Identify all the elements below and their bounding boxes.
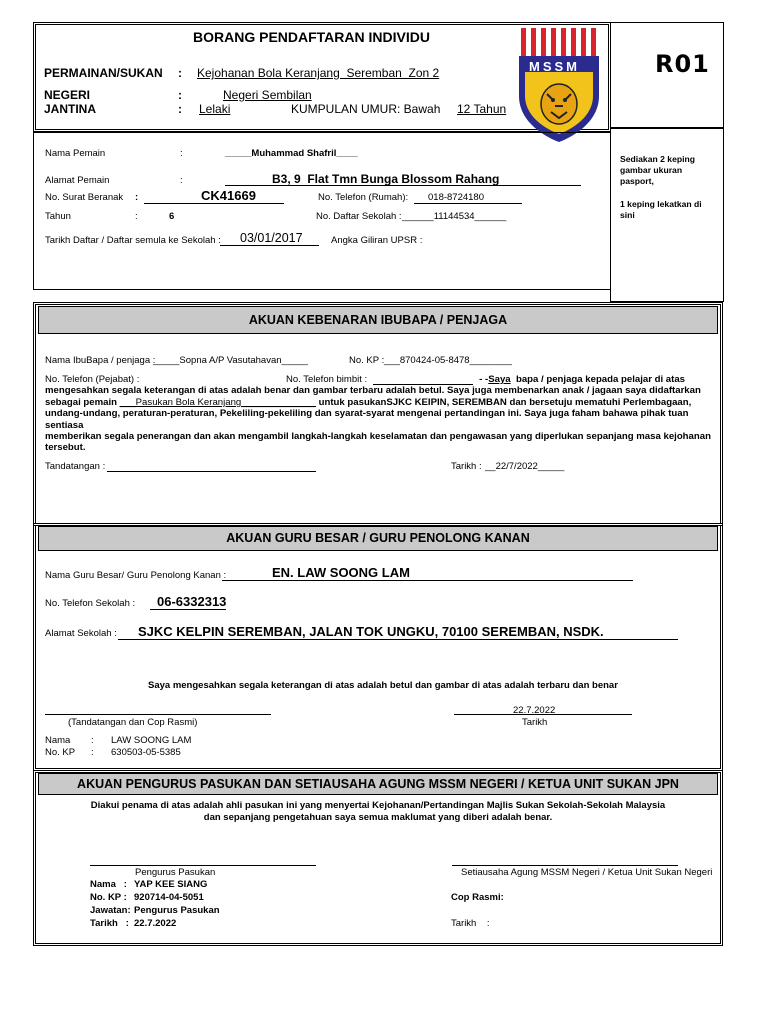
- para-saya: Saya: [488, 374, 511, 385]
- pengurus-kp-value: 920714-04-5051: [134, 892, 204, 903]
- para-line6: tersebut.: [45, 442, 86, 454]
- para-start: - -: [479, 374, 489, 385]
- daftar-sekolah-label: No. Daftar Sekolah :: [316, 211, 402, 222]
- guru-nama2-colon: :: [91, 735, 94, 746]
- sukan-label: PERMAINAN/SUKAN: [44, 66, 163, 80]
- pengurus-jawatan-label: Jawatan:: [90, 905, 131, 916]
- pengurus-tarikh-value: 22.7.2022: [134, 918, 177, 929]
- jantina-value: Lelaki: [199, 102, 231, 116]
- form-code: R01: [655, 50, 710, 78]
- tel-rumah-underline: [414, 203, 522, 204]
- guru-date-value: 22.7.2022: [513, 705, 556, 716]
- guru-alamat-label: Alamat Sekolah :: [45, 628, 117, 639]
- pengurus-statement-2: dan sepanjang pengetahuan saya semua maklumat yang diberi adalah benar.: [203, 812, 553, 823]
- guru-statement: Saya mengesahkan segala keterangan di atas adalah betul dan gambar di atas adalah terbaru dan benar: [148, 680, 618, 691]
- para-line3b: ___Pasukan Bola Keranjang______________: [119, 396, 316, 408]
- pengurus-tarikh-label: Tarikh :: [90, 918, 129, 929]
- surat-beranak-colon: :: [135, 192, 139, 203]
- mssm-crest-icon: [515, 26, 603, 144]
- tarikh-daftar-label: Tarikh Daftar / Daftar semula ke Sekolah :: [45, 235, 221, 246]
- ibubapa-kp-value: ___870424-05-8478________: [384, 355, 512, 366]
- ibubapa-paragraph: [45, 374, 715, 454]
- pengurus-nama-label: Nama :: [90, 879, 127, 890]
- guru-tel-label: No. Telefon Sekolah :: [45, 598, 136, 609]
- ibubapa-tarikh-value: __22/7/2022_____: [485, 461, 565, 472]
- guru-nama-label: Nama Guru Besar/ Guru Penolong Kanan :: [45, 570, 227, 581]
- pengurus-caption: Pengurus Pasukan: [135, 867, 216, 878]
- nama-pemain-colon: :: [180, 148, 183, 159]
- sukan-colon: :: [178, 66, 182, 80]
- guru-nama-value: EN. LAW SOONG LAM: [272, 565, 410, 580]
- ibubapa-nama-label: Nama IbuBapa / penjaga :: [45, 355, 156, 366]
- mssm-logo: [515, 26, 603, 144]
- para-line2: mengesahkan segala keterangan di atas adalah benar dan gambar terbaru adalah betul. Saya juga membenarkan anak / jagaan saya didaftarkan: [45, 385, 701, 397]
- tarikh-daftar-value: 03/01/2017: [240, 231, 303, 245]
- ibubapa-tel-pejabat: No. Telefon (Pejabat) :: [45, 374, 140, 385]
- guru-alamat-value: SJKC KELPIN SEREMBAN, JALAN TOK UNGKU, 70100 SEREMBAN, NSDK.: [138, 624, 604, 639]
- para-rest1: bapa / penjaga kepada pelajar di atas: [510, 374, 685, 385]
- setiausaha-sign-line[interactable]: [452, 865, 678, 866]
- cop-rasmi-label: Cop Rasmi:: [451, 892, 504, 903]
- pengurus-header: AKUAN PENGURUS PASUKAN DAN SETIAUSAHA AGUNG MSSM NEGERI / KETUA UNIT SUKAN JPN: [38, 773, 718, 795]
- guru-kp-value: 630503-05-5385: [111, 747, 181, 758]
- alamat-underline: [225, 185, 581, 186]
- tel-rumah-label: No. Telefon (Rumah):: [318, 192, 409, 203]
- guru-tel-value: 06-6332313: [157, 594, 227, 609]
- alamat-pemain-value: B3, 9 Flat Tmn Bunga Blossom Rahang: [272, 172, 500, 186]
- daftar-sekolah-value: ______11144534______: [402, 211, 507, 222]
- negeri-colon: :: [178, 88, 182, 102]
- setiausaha-tarikh-label: Tarikh :: [451, 918, 490, 929]
- negeri-value: Negeri Sembilan: [223, 88, 312, 102]
- photo-note-1: Sediakan 2 keping gambar ukuran pasport,: [620, 154, 695, 186]
- upsr-label: Angka Giliran UPSR :: [331, 235, 423, 246]
- ibubapa-kp-label: No. KP :: [349, 355, 385, 366]
- guru-kp-colon: :: [91, 747, 94, 758]
- jantina-label: JANTINA: [44, 102, 97, 116]
- sukan-value: Kejohanan Bola Keranjang Seremban Zon 2: [197, 66, 440, 80]
- pengurus-statement-1: Diakui penama di atas adalah ahli pasukan ini yang menyertai Kejohanan/Pertandingan Majlis Sukan Sekolah-Sekolah Malaysia: [90, 800, 666, 811]
- guru-nama2-value: LAW SOONG LAM: [111, 735, 192, 746]
- tahun-colon: :: [135, 211, 138, 222]
- alamat-pemain-colon: :: [180, 175, 183, 186]
- ibubapa-nama-value: _____Sopna A/P Vasutahavan_____: [153, 355, 308, 366]
- kumpulan-label: KUMPULAN UMUR: Bawah: [291, 102, 441, 116]
- surat-beranak-label: No. Surat Beranak: [45, 192, 124, 203]
- guru-sign-caption: (Tandatangan dan Cop Rasmi): [68, 717, 198, 728]
- tahun-value: 6: [169, 211, 175, 222]
- negeri-label: NEGERI: [44, 88, 91, 102]
- guru-header: AKUAN GURU BESAR / GURU PENOLONG KANAN: [38, 526, 718, 551]
- nama-pemain-label: Nama Pemain: [45, 148, 106, 159]
- guru-nama2-label: Nama: [45, 735, 71, 746]
- nama-pemain-value: _____Muhammad Shafril____: [225, 148, 358, 159]
- tel-rumah-value: 018-8724180: [428, 192, 484, 203]
- surat-beranak-value: CK41669: [201, 188, 256, 203]
- ibubapa-tarikh-label: Tarikh :: [451, 461, 482, 472]
- guru-kp-label: No. KP: [45, 747, 76, 758]
- pengurus-jawatan-value: Pengurus Pasukan: [134, 905, 220, 916]
- ibubapa-sign-line[interactable]: [107, 471, 316, 472]
- alamat-pemain-label: Alamat Pemain: [45, 175, 110, 186]
- tahun-label: Tahun: [45, 211, 71, 222]
- logo-text: MSSM: [529, 59, 580, 74]
- ibubapa-tel-bimbit: No. Telefon bimbit :: [286, 374, 368, 385]
- form-title: BORANG PENDAFTARAN INDIVIDU: [193, 29, 430, 45]
- photo-note-2: 1 keping lekatkan di sini: [620, 199, 702, 220]
- guru-sign-line[interactable]: [45, 714, 271, 715]
- guru-date-caption: Tarikh: [522, 717, 548, 728]
- para-line3a: sebagai pemain: [45, 396, 120, 408]
- guru-tel-underline: [150, 609, 226, 610]
- guru-nama-underline: [222, 580, 633, 581]
- ibubapa-tandatangan-label: Tandatangan :: [45, 461, 106, 472]
- pengurus-kp-label: No. KP :: [90, 892, 127, 903]
- ibubapa-header: AKUAN KEBENARAN IBUBAPA / PENJAGA: [38, 306, 718, 334]
- guru-date-line: [454, 714, 632, 715]
- setiausaha-caption: Setiausaha Agung MSSM Negeri / Ketua Unit Sukan Negeri: [461, 867, 713, 878]
- para-line3c: untuk pasukanSJKC KEIPIN, SEREMBAN dan bersetuju mematuhi Perlembagaan,: [318, 396, 692, 408]
- guru-outer: [33, 523, 723, 771]
- guru-alamat-underline: [118, 639, 678, 640]
- kumpulan-value: 12 Tahun: [457, 102, 507, 116]
- pengurus-sign-line[interactable]: [90, 865, 316, 866]
- pengurus-nama-value: YAP KEE SIANG: [134, 879, 208, 890]
- para-line5: memberikan segala penerangan dan akan mengambil langkah-langkah keselamatan dan pengawasan yang diperlukan sepanjang masa kejohanan: [45, 431, 711, 443]
- para-line4: undang-undang, peraturan-peraturan, Pekeliling-pekeliling dan syarat-syarat mengenai pertandingan ini. Saya juga faham bahawa pihak tuan sentiasa: [45, 408, 689, 431]
- surat-underline: [144, 203, 284, 204]
- tarikh-daftar-underline: [220, 245, 319, 246]
- jantina-colon: :: [178, 102, 182, 116]
